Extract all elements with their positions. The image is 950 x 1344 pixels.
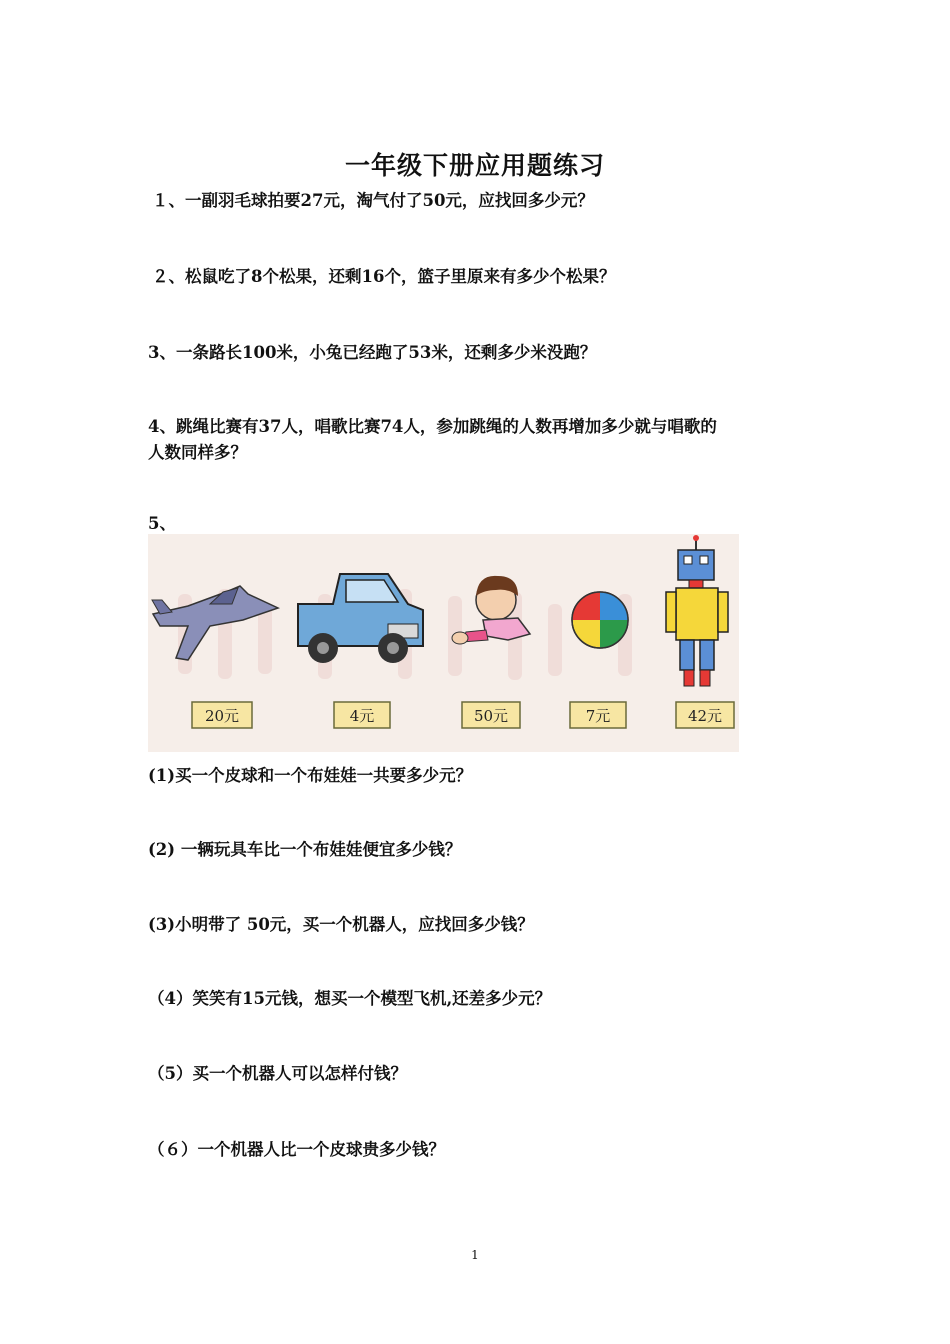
price-tag-truck: 4元: [349, 707, 375, 725]
question-4-line-1: 4、跳绳比赛有37人，唱歌比赛74人，参加跳绳的人数再增加多少就与唱歌的: [148, 417, 717, 436]
toy-price-picture: [148, 534, 739, 752]
question-1: １、一副羽毛球拍要27元，淘气付了50元，应找回多少元？: [152, 191, 594, 210]
page-title: 一年级下册应用题练习: [344, 151, 605, 180]
sub-question-1: (1)买一个皮球和一个布娃娃一共要多少元？: [148, 766, 473, 785]
page-number: 1: [471, 1248, 479, 1262]
price-tag-doll: 50元: [473, 707, 509, 725]
price-tag-robot: 42元: [687, 707, 723, 725]
question-3: 3、一条路长100米，小兔已经跑了53米，还剩多少米没跑？: [148, 343, 597, 362]
price-tag-plane: 20元: [204, 707, 240, 725]
question-4-line-2: 人数同样多？: [148, 443, 247, 462]
question-2: ２、松鼠吃了8个松果，还剩16个，篮子里原来有多少个松果？: [152, 267, 616, 286]
question-5-label: 5、: [148, 514, 176, 533]
sub-question-4: （4）笑笑有15元钱，想买一个模型飞机,还差多少元？: [148, 989, 552, 1008]
price-tag-ball: 7元: [585, 707, 611, 725]
sub-question-5: （5）买一个机器人可以怎样付钱？: [148, 1064, 407, 1083]
sub-question-6: （６）一个机器人比一个皮球贵多少钱？: [148, 1140, 445, 1159]
sub-question-2: (2) 一辆玩具车比一个布娃娃便宜多少钱？: [148, 840, 462, 859]
sub-question-3: (3)小明带了 50元，买一个机器人，应找回多少钱？: [148, 915, 534, 934]
ball-icon: [572, 592, 628, 648]
